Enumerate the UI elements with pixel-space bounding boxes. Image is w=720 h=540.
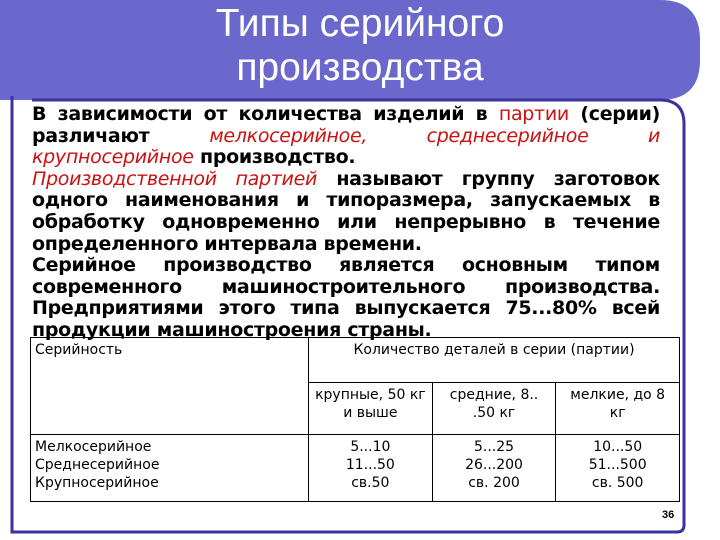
row-label: Среднесерийное bbox=[35, 457, 160, 473]
table-header-row bbox=[31, 338, 680, 383]
paragraph-3: Серийное производство является основным типом современного машиностроительного производства. Предприятиями этого типа выпускается 75...80% всей продукции машиностроения страны. bbox=[32, 254, 660, 341]
series-table bbox=[30, 337, 680, 502]
title-line-1: Типы серийного bbox=[215, 2, 505, 45]
paragraph-1: В зависимости от количества изделий в партии (серии) различают мелкосерийное, среднесерийное и крупносерийное производство. bbox=[32, 103, 661, 169]
title-line-2: производства bbox=[236, 46, 484, 89]
cell-large: 5...10 11...50 св.50 bbox=[309, 435, 433, 502]
slide-title bbox=[150, 2, 570, 90]
row-labels-cell bbox=[31, 435, 309, 502]
cell-medium: 5...25 26...200 св. 200 bbox=[432, 435, 556, 502]
body-text bbox=[32, 104, 660, 342]
row-label: Крупносерийное bbox=[35, 475, 159, 491]
subheader-small: мелкие, до 8 кг bbox=[556, 383, 680, 435]
table-row bbox=[31, 435, 680, 502]
row-label: Мелкосерийное bbox=[35, 439, 152, 455]
header-series: Серийность bbox=[31, 338, 309, 435]
header-quantity: Количество деталей в серии (партии) bbox=[309, 338, 680, 383]
page-number: 36 bbox=[662, 509, 675, 521]
cell-small: 10...50 51...500 св. 500 bbox=[556, 435, 680, 502]
paragraph-2: Производственной партией называют группу заготовок одного наименования и типоразмера, запускаемых в обработку одновременно или непрерывно в течение определенного интервала времени. bbox=[32, 167, 660, 255]
subheader-medium: средние, 8.. .50 кг bbox=[432, 383, 556, 435]
subheader-large: крупные, 50 кг и выше bbox=[309, 383, 433, 435]
